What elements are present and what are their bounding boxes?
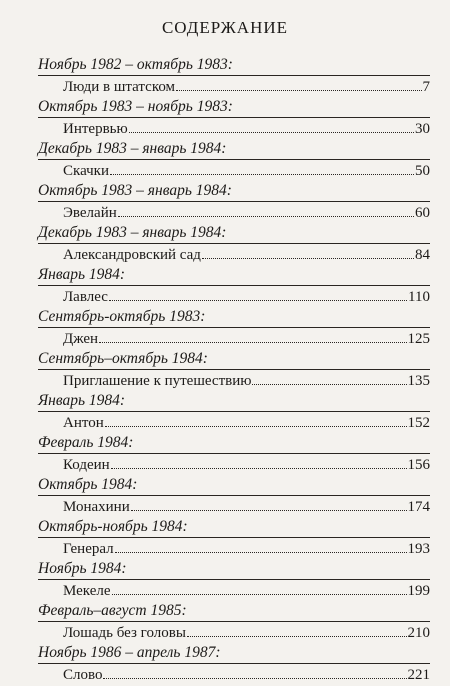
dot-leader bbox=[115, 538, 407, 553]
toc-period: Сентябрь-октябрь 1983: bbox=[38, 308, 430, 328]
toc-entry-title: Приглашение к путешествию bbox=[63, 373, 252, 389]
dot-leader bbox=[131, 496, 407, 511]
toc-period: Декабрь 1983 – январь 1984: bbox=[38, 140, 430, 160]
toc-page-number: 174 bbox=[407, 499, 430, 515]
dot-leader bbox=[112, 580, 407, 595]
dot-leader bbox=[129, 118, 414, 133]
dot-leader bbox=[118, 202, 414, 217]
dot-leader bbox=[176, 76, 421, 91]
toc-entry[interactable] bbox=[38, 664, 430, 686]
toc-entry[interactable] bbox=[38, 76, 430, 98]
toc-page-number: 210 bbox=[407, 625, 430, 641]
toc-entry-title: Слово bbox=[63, 667, 103, 683]
toc-section bbox=[38, 644, 430, 686]
toc-period: Ноябрь 1986 – апрель 1987: bbox=[38, 644, 430, 664]
toc-entry-title: Джен bbox=[63, 331, 99, 347]
toc-entry-title: Лавлес bbox=[63, 289, 108, 305]
toc-page-number: 199 bbox=[407, 583, 430, 599]
toc-entry-title: Генерал bbox=[63, 541, 114, 557]
toc-period: Февраль–август 1985: bbox=[38, 602, 430, 622]
toc-page-number: 7 bbox=[422, 79, 430, 95]
toc-section bbox=[38, 350, 430, 392]
toc-period: Ноябрь 1984: bbox=[38, 560, 430, 580]
dot-leader bbox=[187, 622, 407, 637]
toc-section bbox=[38, 602, 430, 644]
toc-entry[interactable] bbox=[38, 118, 430, 140]
toc-section bbox=[38, 560, 430, 602]
dot-leader bbox=[99, 328, 406, 343]
toc-entry-title: Лошадь без головы bbox=[63, 625, 186, 641]
toc-entry[interactable] bbox=[38, 244, 430, 266]
toc-entry-title: Скачки bbox=[63, 163, 109, 179]
toc-page-number: 221 bbox=[407, 667, 430, 683]
toc-entry[interactable] bbox=[38, 622, 430, 644]
toc-period: Октябрь-ноябрь 1984: bbox=[38, 518, 430, 538]
toc-entry[interactable] bbox=[38, 202, 430, 224]
toc-section bbox=[38, 224, 430, 266]
toc-section bbox=[38, 56, 430, 98]
toc-entry[interactable] bbox=[38, 370, 430, 392]
toc-period: Октябрь 1983 – ноябрь 1983: bbox=[38, 98, 430, 118]
toc-entry-title: Антон bbox=[63, 415, 104, 431]
toc-section bbox=[38, 182, 430, 224]
toc-page-number: 50 bbox=[415, 163, 430, 179]
toc-entry-title: Кодеин bbox=[63, 457, 110, 473]
dot-leader bbox=[111, 454, 407, 469]
toc-page-number: 84 bbox=[415, 247, 430, 263]
toc-entry-title: Интервью bbox=[63, 121, 128, 137]
toc-entry-title: Александровский сад bbox=[63, 247, 201, 263]
dot-leader bbox=[252, 370, 406, 385]
toc-section bbox=[38, 518, 430, 560]
toc-period: Декабрь 1983 – январь 1984: bbox=[38, 224, 430, 244]
dot-leader bbox=[103, 664, 406, 679]
toc-section bbox=[38, 98, 430, 140]
toc-period: Ноябрь 1982 – октябрь 1983: bbox=[38, 56, 430, 76]
toc-page-number: 125 bbox=[407, 331, 430, 347]
toc-section bbox=[38, 308, 430, 350]
toc-page-number: 135 bbox=[407, 373, 430, 389]
toc-period: Январь 1984: bbox=[38, 392, 430, 412]
toc-section bbox=[38, 434, 430, 476]
toc-entry[interactable] bbox=[38, 580, 430, 602]
toc-entry[interactable] bbox=[38, 328, 430, 350]
toc-entry-title: Эвелайн bbox=[63, 205, 117, 221]
toc-entry[interactable] bbox=[38, 496, 430, 518]
toc-period: Январь 1984: bbox=[38, 266, 430, 286]
toc-entry-title: Монахини bbox=[63, 499, 130, 515]
toc-page-number: 60 bbox=[415, 205, 430, 221]
toc-entry[interactable] bbox=[38, 538, 430, 560]
dot-leader bbox=[202, 244, 414, 259]
toc-page-number: 156 bbox=[407, 457, 430, 473]
toc-section bbox=[38, 392, 430, 434]
toc-entry[interactable] bbox=[38, 454, 430, 476]
toc-period: Октябрь 1984: bbox=[38, 476, 430, 496]
toc-period: Февраль 1984: bbox=[38, 434, 430, 454]
toc-entry[interactable] bbox=[38, 286, 430, 308]
toc-section bbox=[38, 476, 430, 518]
toc-page-number: 110 bbox=[408, 289, 430, 305]
toc-entry-title: Мекеле bbox=[63, 583, 111, 599]
dot-leader bbox=[109, 286, 407, 301]
toc-period: Сентябрь–октябрь 1984: bbox=[38, 350, 430, 370]
toc-page-number: 152 bbox=[407, 415, 430, 431]
toc-section bbox=[38, 266, 430, 308]
toc-entry[interactable] bbox=[38, 160, 430, 182]
dot-leader bbox=[105, 412, 407, 427]
toc-page-number: 30 bbox=[415, 121, 430, 137]
page-title: СОДЕРЖАНИЕ bbox=[161, 18, 289, 37]
toc-entry-title: Люди в штатском bbox=[63, 79, 176, 95]
table-of-contents bbox=[38, 56, 430, 686]
toc-period: Октябрь 1983 – январь 1984: bbox=[38, 182, 430, 202]
toc-section bbox=[38, 140, 430, 182]
toc-entry[interactable] bbox=[38, 412, 430, 434]
dot-leader bbox=[110, 160, 414, 175]
toc-page-number: 193 bbox=[407, 541, 430, 557]
